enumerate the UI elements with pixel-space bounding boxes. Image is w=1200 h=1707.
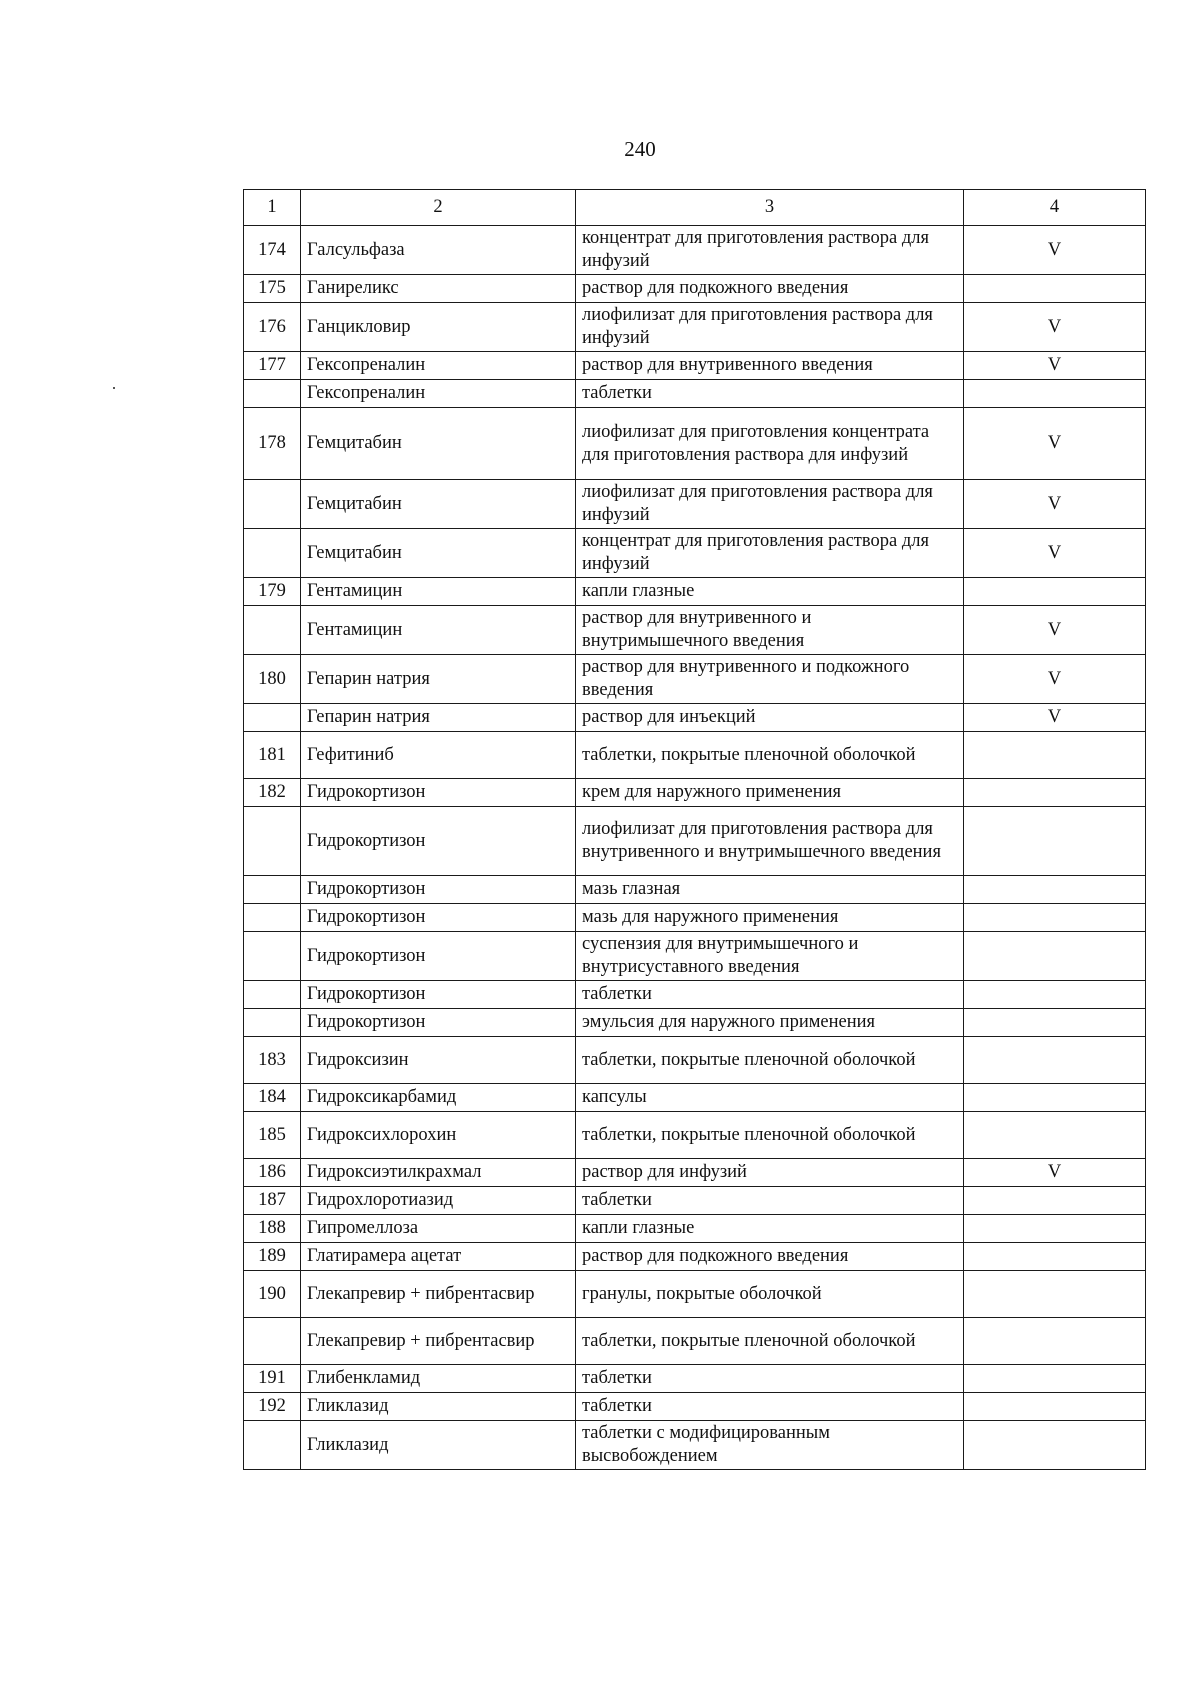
row-number-cell: 184 — [244, 1084, 301, 1112]
vital-mark-cell — [964, 981, 1146, 1009]
row-number-cell: 192 — [244, 1393, 301, 1421]
drug-name-cell: Гепарин натрия — [301, 704, 576, 732]
drug-name-cell: Гидрокортизон — [301, 807, 576, 876]
header-col-4: 4 — [964, 190, 1146, 226]
dosage-form-cell: раствор для подкожного введения — [576, 1243, 964, 1271]
drug-name-cell: Гидрокортизон — [301, 1009, 576, 1037]
table-row — [244, 1421, 1146, 1470]
drug-table — [243, 189, 1146, 1470]
table-row — [244, 981, 1146, 1009]
drug-name-cell: Гидрокортизон — [301, 779, 576, 807]
table-row — [244, 1084, 1146, 1112]
row-number-cell: 186 — [244, 1159, 301, 1187]
table-row — [244, 408, 1146, 480]
drug-name-cell: Гидрокортизон — [301, 876, 576, 904]
page-number: 240 — [624, 137, 656, 161]
row-number-cell — [244, 1421, 301, 1470]
vital-mark-cell: V — [964, 704, 1146, 732]
table-row — [244, 275, 1146, 303]
drug-name-cell: Гидроксиэтилкрахмал — [301, 1159, 576, 1187]
vital-mark-cell — [964, 380, 1146, 408]
vital-mark-cell — [964, 904, 1146, 932]
dosage-form-cell: таблетки, покрытые пленочной оболочкой — [576, 1318, 964, 1365]
dosage-form-cell: раствор для инъекций — [576, 704, 964, 732]
drug-name-cell: Галсульфаза — [301, 226, 576, 275]
table-row — [244, 1159, 1146, 1187]
vital-mark-cell: V — [964, 303, 1146, 352]
drug-name-cell: Гидрохлоротиазид — [301, 1187, 576, 1215]
drug-name-cell: Гемцитабин — [301, 529, 576, 578]
header-col-2: 2 — [301, 190, 576, 226]
vital-mark-cell — [964, 1009, 1146, 1037]
drug-name-cell: Гидрокортизон — [301, 904, 576, 932]
vital-mark-cell — [964, 876, 1146, 904]
row-number-cell: 182 — [244, 779, 301, 807]
dosage-form-cell: лиофилизат для приготовления раствора для инфузий — [576, 303, 964, 352]
table-row — [244, 1215, 1146, 1243]
vital-mark-cell — [964, 1243, 1146, 1271]
row-number-cell: 188 — [244, 1215, 301, 1243]
drug-name-cell: Гемцитабин — [301, 408, 576, 480]
dosage-form-cell: таблетки — [576, 1187, 964, 1215]
vital-mark-cell — [964, 932, 1146, 981]
table-row — [244, 1393, 1146, 1421]
vital-mark-cell — [964, 807, 1146, 876]
dosage-form-cell: мазь глазная — [576, 876, 964, 904]
row-number-cell — [244, 904, 301, 932]
drug-name-cell: Гидроксизин — [301, 1037, 576, 1084]
vital-mark-cell — [964, 1215, 1146, 1243]
drug-name-cell: Гидрокортизон — [301, 932, 576, 981]
dosage-form-cell: таблетки, покрытые пленочной оболочкой — [576, 732, 964, 779]
row-number-cell: 185 — [244, 1112, 301, 1159]
dosage-form-cell: лиофилизат для приготовления раствора для внутривенного и внутримышечного введения — [576, 807, 964, 876]
drug-name-cell: Глибенкламид — [301, 1365, 576, 1393]
row-number-cell — [244, 704, 301, 732]
dosage-form-cell: капли глазные — [576, 1215, 964, 1243]
drug-name-cell: Гексопреналин — [301, 380, 576, 408]
dosage-form-cell: таблетки — [576, 1365, 964, 1393]
dosage-form-cell: гранулы, покрытые оболочкой — [576, 1271, 964, 1318]
table-row — [244, 226, 1146, 275]
dosage-form-cell: раствор для инфузий — [576, 1159, 964, 1187]
drug-name-cell: Гликлазид — [301, 1393, 576, 1421]
vital-mark-cell — [964, 1112, 1146, 1159]
vital-mark-cell — [964, 1365, 1146, 1393]
drug-name-cell: Ганиреликс — [301, 275, 576, 303]
drug-name-cell: Ганцикловир — [301, 303, 576, 352]
dosage-form-cell: таблетки — [576, 1393, 964, 1421]
dosage-form-cell: капли глазные — [576, 578, 964, 606]
drug-name-cell: Гемцитабин — [301, 480, 576, 529]
dosage-form-cell: эмульсия для наружного применения — [576, 1009, 964, 1037]
vital-mark-cell — [964, 779, 1146, 807]
table-row — [244, 1009, 1146, 1037]
drug-name-cell: Гентамицин — [301, 606, 576, 655]
dosage-form-cell: раствор для внутривенного и внутримышечного введения — [576, 606, 964, 655]
vital-mark-cell: V — [964, 606, 1146, 655]
row-number-cell: 183 — [244, 1037, 301, 1084]
row-number-cell: 179 — [244, 578, 301, 606]
vital-mark-cell — [964, 1084, 1146, 1112]
dosage-form-cell: концентрат для приготовления раствора для инфузий — [576, 529, 964, 578]
vital-mark-cell — [964, 1421, 1146, 1470]
row-number-cell: 189 — [244, 1243, 301, 1271]
row-number-cell — [244, 932, 301, 981]
vital-mark-cell — [964, 1318, 1146, 1365]
table-row — [244, 932, 1146, 981]
table-row — [244, 1037, 1146, 1084]
table-header-row — [244, 190, 1146, 226]
dosage-form-cell: мазь для наружного применения — [576, 904, 964, 932]
table-row — [244, 876, 1146, 904]
drug-name-cell: Гентамицин — [301, 578, 576, 606]
row-number-cell: 177 — [244, 352, 301, 380]
vital-mark-cell: V — [964, 1159, 1146, 1187]
drug-name-cell: Гефитиниб — [301, 732, 576, 779]
vital-mark-cell — [964, 1393, 1146, 1421]
drug-name-cell: Глатирамера ацетат — [301, 1243, 576, 1271]
table-row — [244, 732, 1146, 779]
scan-speck — [113, 387, 115, 389]
table-row — [244, 1318, 1146, 1365]
row-number-cell: 191 — [244, 1365, 301, 1393]
dosage-form-cell: раствор для подкожного введения — [576, 275, 964, 303]
dosage-form-cell: таблетки — [576, 380, 964, 408]
table-row — [244, 352, 1146, 380]
row-number-cell: 176 — [244, 303, 301, 352]
dosage-form-cell: суспензия для внутримышечного и внутрисуставного введения — [576, 932, 964, 981]
vital-mark-cell — [964, 1187, 1146, 1215]
row-number-cell — [244, 1009, 301, 1037]
dosage-form-cell: лиофилизат для приготовления концентрата для приготовления раствора для инфузий — [576, 408, 964, 480]
drug-name-cell: Гидрокортизон — [301, 981, 576, 1009]
table-body — [244, 190, 1146, 1470]
header-col-1: 1 — [244, 190, 301, 226]
dosage-form-cell: таблетки — [576, 981, 964, 1009]
drug-name-cell: Глекапревир + пибрентасвир — [301, 1318, 576, 1365]
row-number-cell — [244, 1318, 301, 1365]
vital-mark-cell: V — [964, 352, 1146, 380]
vital-mark-cell: V — [964, 655, 1146, 704]
vital-mark-cell: V — [964, 226, 1146, 275]
table-row — [244, 578, 1146, 606]
vital-mark-cell — [964, 578, 1146, 606]
vital-mark-cell: V — [964, 480, 1146, 529]
row-number-cell — [244, 876, 301, 904]
table-row — [244, 1365, 1146, 1393]
table-row — [244, 1243, 1146, 1271]
row-number-cell — [244, 480, 301, 529]
row-number-cell — [244, 807, 301, 876]
vital-mark-cell: V — [964, 529, 1146, 578]
table-row — [244, 779, 1146, 807]
row-number-cell: 181 — [244, 732, 301, 779]
row-number-cell — [244, 981, 301, 1009]
table-row — [244, 480, 1146, 529]
row-number-cell: 190 — [244, 1271, 301, 1318]
table-row — [244, 807, 1146, 876]
table-row — [244, 1112, 1146, 1159]
row-number-cell: 174 — [244, 226, 301, 275]
dosage-form-cell: концентрат для приготовления раствора для инфузий — [576, 226, 964, 275]
row-number-cell: 180 — [244, 655, 301, 704]
drug-name-cell: Глекапревир + пибрентасвир — [301, 1271, 576, 1318]
dosage-form-cell: лиофилизат для приготовления раствора для инфузий — [576, 480, 964, 529]
dosage-form-cell: капсулы — [576, 1084, 964, 1112]
row-number-cell — [244, 380, 301, 408]
table-row — [244, 704, 1146, 732]
drug-name-cell: Гипромеллоза — [301, 1215, 576, 1243]
drug-name-cell: Гепарин натрия — [301, 655, 576, 704]
dosage-form-cell: таблетки, покрытые пленочной оболочкой — [576, 1037, 964, 1084]
vital-mark-cell — [964, 1037, 1146, 1084]
dosage-form-cell: раствор для внутривенного введения — [576, 352, 964, 380]
drug-name-cell: Гидроксикарбамид — [301, 1084, 576, 1112]
vital-mark-cell — [964, 1271, 1146, 1318]
drug-name-cell: Гидроксихлорохин — [301, 1112, 576, 1159]
table-row — [244, 606, 1146, 655]
header-col-3: 3 — [576, 190, 964, 226]
dosage-form-cell: таблетки с модифицированным высвобождением — [576, 1421, 964, 1470]
table-row — [244, 1271, 1146, 1318]
vital-mark-cell — [964, 732, 1146, 779]
dosage-form-cell: таблетки, покрытые пленочной оболочкой — [576, 1112, 964, 1159]
table-row — [244, 1187, 1146, 1215]
row-number-cell: 175 — [244, 275, 301, 303]
table-row — [244, 529, 1146, 578]
table-row — [244, 904, 1146, 932]
table-row — [244, 380, 1146, 408]
table-row — [244, 303, 1146, 352]
drug-name-cell: Гликлазид — [301, 1421, 576, 1470]
dosage-form-cell: раствор для внутривенного и подкожного введения — [576, 655, 964, 704]
vital-mark-cell: V — [964, 408, 1146, 480]
drug-name-cell: Гексопреналин — [301, 352, 576, 380]
dosage-form-cell: крем для наружного применения — [576, 779, 964, 807]
row-number-cell: 178 — [244, 408, 301, 480]
vital-mark-cell — [964, 275, 1146, 303]
row-number-cell: 187 — [244, 1187, 301, 1215]
table-row — [244, 655, 1146, 704]
row-number-cell — [244, 529, 301, 578]
row-number-cell — [244, 606, 301, 655]
